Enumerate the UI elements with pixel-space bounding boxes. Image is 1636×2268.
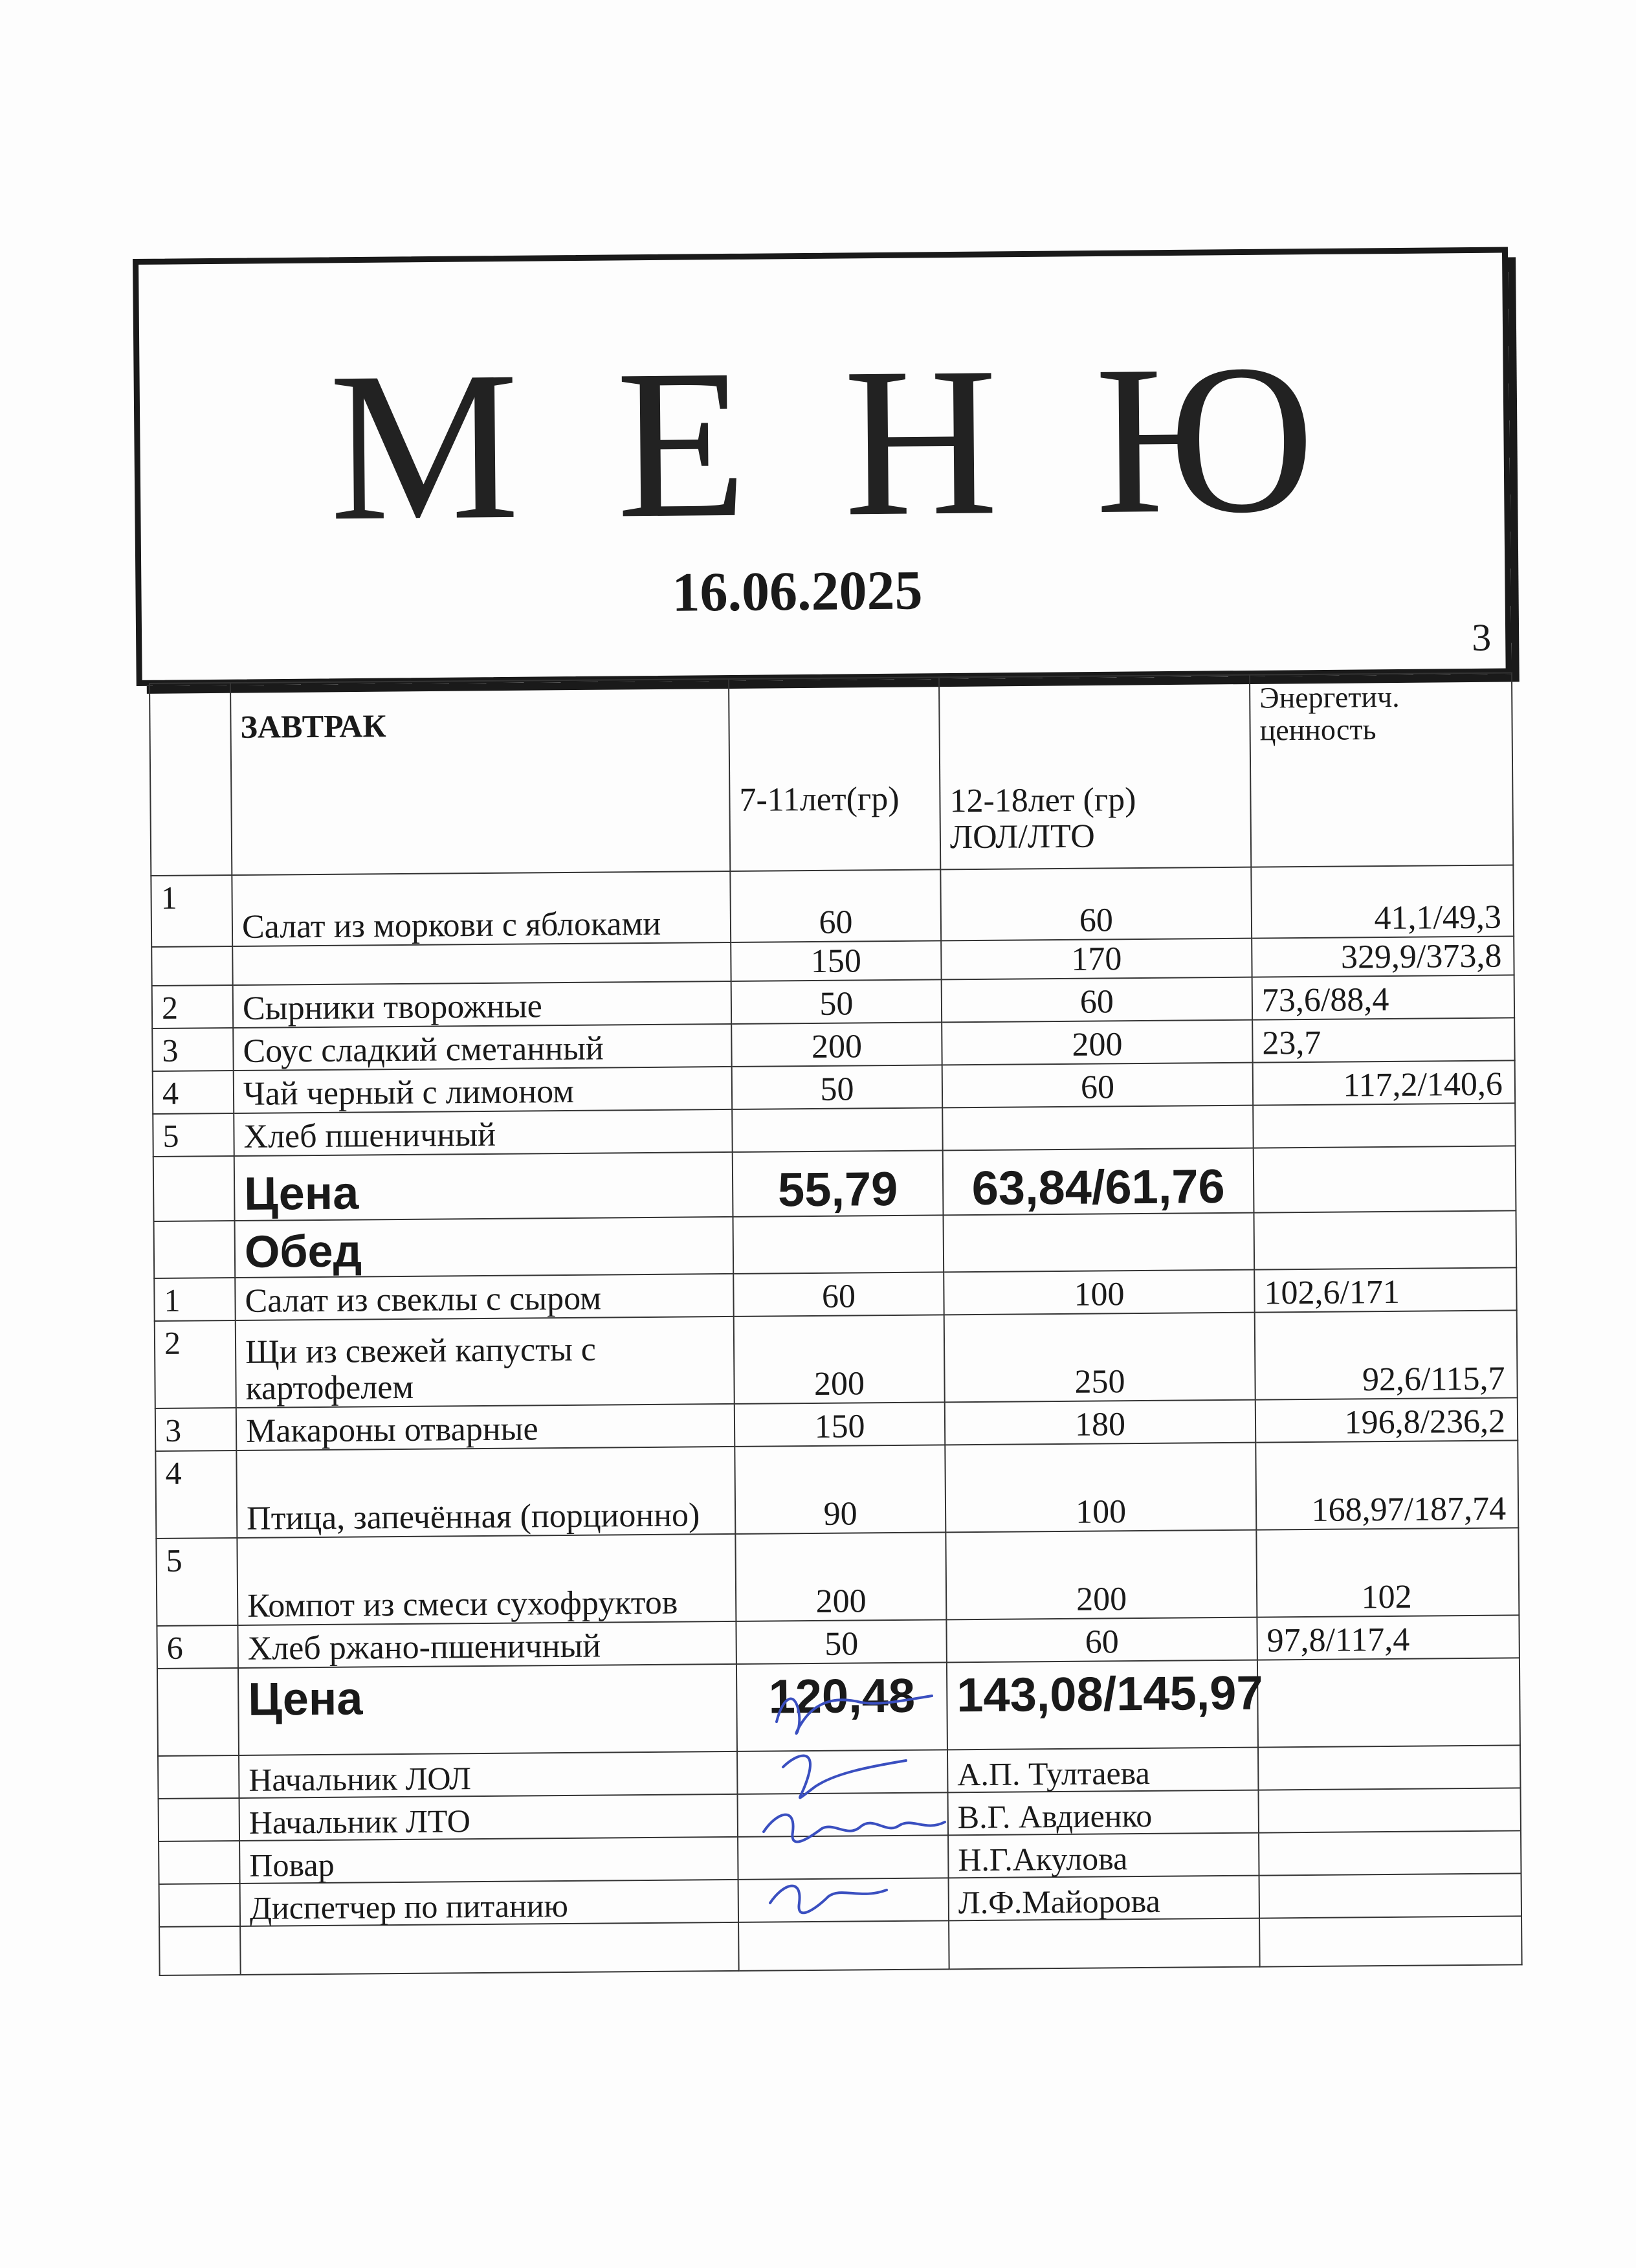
row-number: 2 bbox=[155, 1320, 236, 1408]
grams-12-18: 60 bbox=[942, 1063, 1254, 1108]
grams-12-18: 200 bbox=[945, 1530, 1257, 1620]
grams-7-11: 60 bbox=[733, 1272, 944, 1317]
lunch-empty-cell bbox=[733, 1215, 944, 1274]
dish-name: Птица, запечённая (порционно) bbox=[236, 1447, 735, 1538]
signature-num-cell bbox=[159, 1841, 240, 1884]
energy-value bbox=[1253, 1103, 1516, 1148]
breakfast-price-label: Цена bbox=[234, 1152, 733, 1221]
signature-role: Повар bbox=[239, 1837, 738, 1884]
lunch-price-12-18: 143,08/145,97 bbox=[947, 1660, 1258, 1750]
grams-7-11: 60 bbox=[730, 869, 941, 942]
energy-value: 92,6/115,7 bbox=[1255, 1310, 1518, 1399]
signature-num-cell bbox=[158, 1755, 239, 1799]
signature-num-cell bbox=[159, 1798, 240, 1841]
breakfast-price-7-11: 55,79 bbox=[733, 1150, 944, 1217]
row-number: 6 bbox=[157, 1625, 238, 1669]
col-header-12-18 bbox=[939, 675, 1251, 870]
signature-name: Л.Ф.Майорова bbox=[949, 1876, 1260, 1921]
grams-7-11: 50 bbox=[736, 1619, 947, 1664]
signature-num-cell bbox=[159, 1884, 241, 1927]
empty-cell bbox=[159, 1926, 241, 1975]
energy-value: 102,6/171 bbox=[1254, 1267, 1517, 1312]
grams-7-11: 200 bbox=[735, 1532, 946, 1621]
breakfast-price-row bbox=[153, 1146, 1516, 1221]
row-number: 5 bbox=[153, 1113, 234, 1157]
grams-12-18: 250 bbox=[944, 1313, 1255, 1403]
lunch-heading-row bbox=[154, 1210, 1517, 1278]
price-num-cell bbox=[153, 1156, 235, 1221]
lunch-empty-cell bbox=[1254, 1210, 1516, 1269]
grams-7-11: 150 bbox=[731, 940, 941, 981]
signature-empty-cell bbox=[1259, 1873, 1522, 1918]
col-header-7-11: 7-11лет(гр) bbox=[729, 677, 940, 871]
signature-scribble-4 bbox=[770, 1886, 887, 1913]
energy-value: 168,97/187,74 bbox=[1255, 1440, 1518, 1529]
row-number: 3 bbox=[152, 1028, 234, 1071]
col-header-12-18-label: 12-18лет (гр) bbox=[949, 781, 1136, 819]
page-title: МЕНЮ bbox=[328, 319, 1413, 566]
grams-7-11: 200 bbox=[734, 1315, 945, 1404]
row-number: 4 bbox=[153, 1071, 234, 1114]
dish-name: Щи из свежей капусты с картофелем bbox=[236, 1317, 735, 1408]
grams-7-11: 50 bbox=[732, 1065, 943, 1109]
grams-7-11: 150 bbox=[735, 1402, 945, 1447]
energy-value: 97,8/117,4 bbox=[1257, 1615, 1520, 1660]
lunch-price-energy-cell bbox=[1257, 1658, 1520, 1747]
col-header-energy: Энергетич. ценность bbox=[1250, 673, 1513, 867]
dish-name: Компот из смеси сухофруктов bbox=[237, 1534, 736, 1625]
energy-value: 102 bbox=[1256, 1528, 1519, 1617]
dish-name: Салат из свеклы с сыром bbox=[235, 1274, 733, 1320]
signature-scribble-1 bbox=[777, 1696, 932, 1733]
grams-12-18: 100 bbox=[944, 1270, 1255, 1315]
menu-date: 16.06.2025 bbox=[672, 559, 923, 623]
signature-name: Н.Г.Акулова bbox=[948, 1833, 1259, 1878]
grams-7-11 bbox=[732, 1107, 943, 1152]
energy-value: 117,2/140,6 bbox=[1253, 1060, 1516, 1105]
breakfast-heading: ЗАВТРАК bbox=[230, 679, 730, 875]
empty-cell bbox=[1259, 1916, 1522, 1966]
signature-scribble-2 bbox=[783, 1756, 906, 1798]
signature-role: Начальник ЛОЛ bbox=[239, 1751, 737, 1798]
lunch-empty-cell bbox=[943, 1213, 1254, 1273]
row-number: 1 bbox=[151, 875, 232, 947]
breakfast-price-12-18: 63,84/61,76 bbox=[943, 1148, 1254, 1216]
table-row bbox=[156, 1528, 1519, 1626]
dish-name: Чай черный с лимоном bbox=[234, 1067, 732, 1113]
row-number: 2 bbox=[152, 985, 234, 1028]
dish-name: Хлеб пшеничный bbox=[234, 1109, 732, 1156]
grams-7-11: 50 bbox=[731, 979, 942, 1024]
grams-12-18: 180 bbox=[945, 1400, 1256, 1445]
lunch-num-cell bbox=[154, 1221, 236, 1278]
signature-scribble-3 bbox=[764, 1815, 945, 1842]
dish-name: Макароны отварные bbox=[236, 1404, 735, 1451]
row-number bbox=[151, 946, 232, 986]
lunch-price-label: Цена bbox=[238, 1664, 737, 1755]
header-num-cell bbox=[149, 683, 232, 876]
page-number: 3 bbox=[1471, 616, 1492, 659]
col-header-12-18-sub: ЛОЛ/ЛТО bbox=[949, 817, 1095, 856]
lunch-price-7-11: 120,48 bbox=[736, 1662, 947, 1751]
table-header-row bbox=[149, 673, 1513, 876]
price-num-cell bbox=[157, 1668, 239, 1756]
dish-name: Сырники творожные bbox=[233, 981, 731, 1028]
row-number: 5 bbox=[156, 1538, 238, 1626]
energy-value: 329,9/373,8 bbox=[1252, 936, 1514, 977]
breakfast-price-energy-cell bbox=[1254, 1146, 1516, 1212]
grams-12-18: 60 bbox=[942, 977, 1253, 1023]
grams-12-18: 100 bbox=[945, 1443, 1256, 1533]
signature-empty-cell bbox=[1258, 1788, 1521, 1832]
dish-name bbox=[232, 942, 731, 985]
signature-role: Диспетчер по питанию bbox=[240, 1880, 738, 1926]
empty-cell bbox=[240, 1922, 739, 1975]
signature-empty-cell bbox=[1259, 1830, 1521, 1875]
energy-value: 23,7 bbox=[1252, 1017, 1515, 1062]
energy-value: 73,6/88,4 bbox=[1252, 975, 1515, 1019]
row-number: 3 bbox=[155, 1408, 237, 1451]
energy-value: 41,1/49,3 bbox=[1251, 865, 1514, 938]
table-row bbox=[155, 1310, 1518, 1408]
signature-name: В.Г. Авдиенко bbox=[948, 1790, 1259, 1836]
grams-12-18 bbox=[942, 1106, 1254, 1151]
table-row bbox=[155, 1440, 1518, 1539]
grams-12-18: 200 bbox=[942, 1020, 1253, 1065]
signature-empty-cell bbox=[1258, 1745, 1521, 1790]
dish-name: Соус сладкий сметанный bbox=[233, 1024, 731, 1071]
energy-value: 196,8/236,2 bbox=[1255, 1397, 1518, 1442]
table-row bbox=[151, 865, 1514, 947]
row-number: 1 bbox=[154, 1278, 236, 1321]
grams-12-18: 60 bbox=[946, 1618, 1257, 1663]
dish-name: Хлеб ржано-пшеничный bbox=[238, 1621, 736, 1668]
grams-12-18: 170 bbox=[941, 939, 1252, 980]
grams-12-18: 60 bbox=[940, 867, 1252, 941]
menu-header-box bbox=[133, 247, 1512, 686]
lunch-heading: Обед bbox=[235, 1217, 734, 1278]
row-number: 4 bbox=[155, 1451, 237, 1539]
handwritten-signatures bbox=[738, 1676, 971, 1961]
grams-7-11: 90 bbox=[735, 1445, 945, 1534]
grams-7-11: 200 bbox=[731, 1022, 942, 1067]
empty-cell bbox=[949, 1918, 1260, 1970]
dish-name: Салат из моркови с яблоками bbox=[232, 871, 731, 946]
signature-role: Начальник ЛТО bbox=[239, 1794, 738, 1841]
signature-name: А.П. Тултаева bbox=[947, 1748, 1259, 1793]
